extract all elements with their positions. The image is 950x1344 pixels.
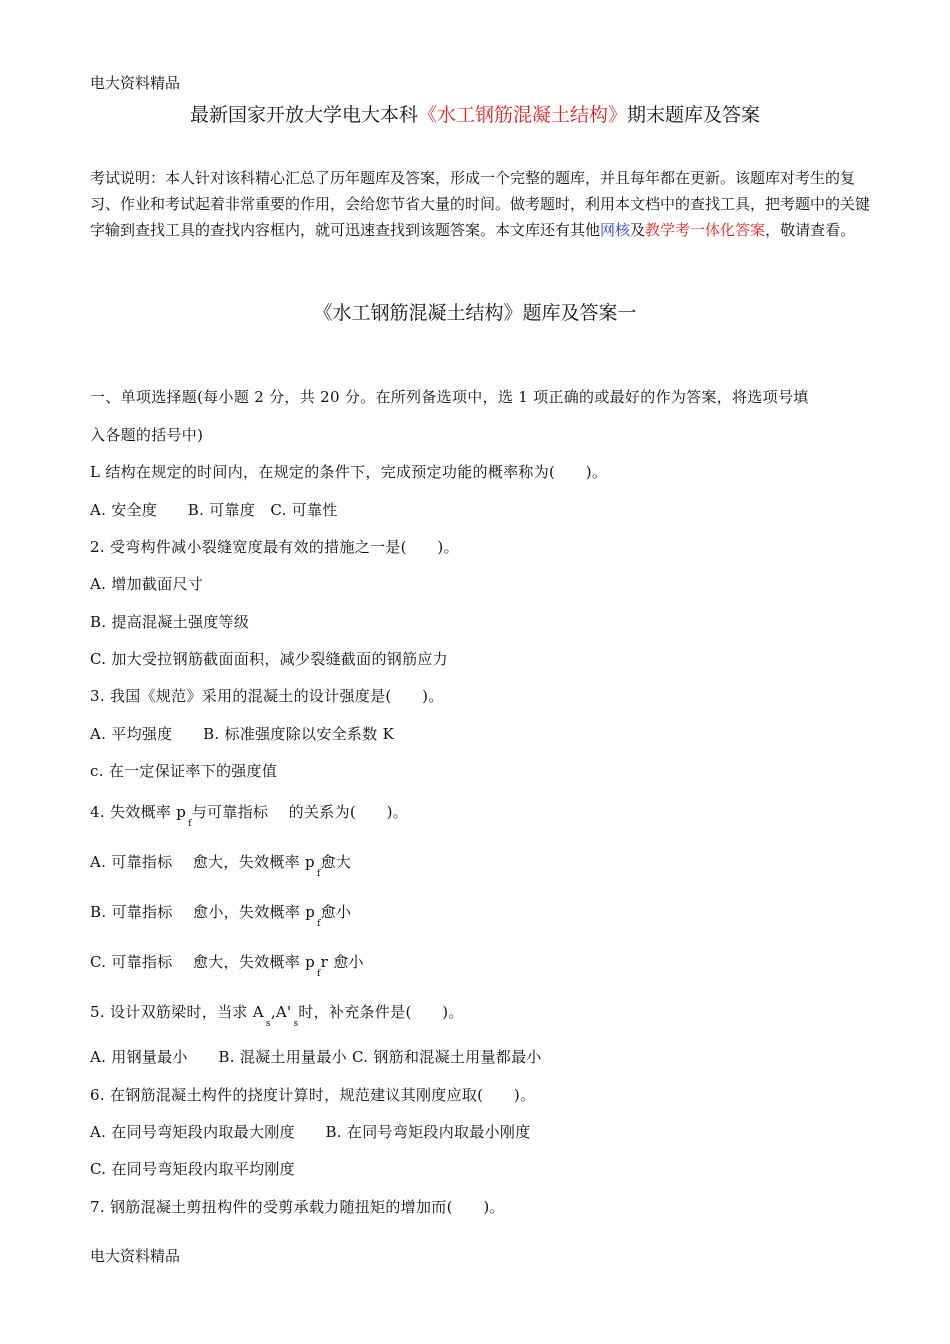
option-b-text: B. 可靠指标 愈小，失效概率 p	[90, 903, 316, 921]
question-5	[90, 1001, 464, 1029]
question-4-text-end: 与可靠指标 的关系为( )。	[191, 803, 409, 821]
document-title	[0, 100, 950, 127]
question-4	[90, 801, 409, 829]
question-5-mid: ,A'	[270, 1003, 292, 1021]
instructions-mid: 及	[630, 221, 646, 239]
question-7: 7. 钢筋混凝土剪扭构件的受剪承载力随扭矩的增加而( )。	[90, 1198, 505, 1216]
option-c-end: r 愈小	[320, 953, 364, 971]
question-3-options-ab: A. 平均强度 B. 标准强度除以安全系数 K	[90, 725, 395, 743]
link-wanghe[interactable]: 网核	[600, 221, 631, 239]
option-a-text: A. 可靠指标 愈大，失效概率 p	[90, 853, 315, 871]
question-2-option-c: C. 加大受拉钢筋截面面积，减少裂缝截面的钢筋应力	[90, 650, 448, 668]
question-2-option-b: B. 提高混凝土强度等级	[90, 613, 250, 631]
question-5-text: 5. 设计双筋梁时，当求 A	[90, 1003, 264, 1021]
page-footer: 电大资料精品	[90, 1247, 181, 1265]
section-heading-line1: 一、单项选择题(每小题 2 分，共 20 分。在所列备选项中，选 1 项正确的或最好的作为答案，将选项号填	[90, 388, 809, 406]
question-4-option-c	[90, 951, 364, 979]
page-header: 电大资料精品	[90, 74, 181, 92]
title-prefix: 最新国家开放大学电大本科	[189, 104, 418, 126]
question-4-text: 4. 失效概率 p	[90, 803, 187, 821]
instructions-text: 考试说明：本人针对该科精心汇总了历年题库及答案，形成一个完整的题库，并且每年都在更新。该题库对考生的复习、作业和考试起着非常重要的作用，会给您节省大量的时间。做考题时，利用本文档中的查找工具，把考题中的关键字输到查找工具的查找内容框内，就可迅速查找到该题答案。本文库还有其他	[90, 169, 871, 239]
question-6: 6. 在钢筋混凝土构件的挠度计算时，规范建议其刚度应取( )。	[90, 1086, 536, 1104]
subscript-f: f	[317, 919, 321, 929]
subscript-s: s	[293, 1019, 299, 1029]
question-2-option-a: A. 增加截面尺寸	[90, 575, 204, 593]
subscript-f: f	[188, 819, 192, 829]
exam-instructions	[90, 165, 870, 243]
section-title: 《水工钢筋混凝土结构》题库及答案一	[313, 302, 637, 324]
question-6-option-c: C. 在同号弯矩段内取平均刚度	[90, 1160, 295, 1178]
question-4-option-a	[90, 851, 352, 879]
option-a-end: 愈大	[320, 853, 352, 871]
option-c-text: C. 可靠指标 愈大，失效概率 p	[90, 953, 316, 971]
title-suffix: 期末题库及答案	[627, 104, 761, 126]
question-2: 2. 受弯构件减小裂缝宽度最有效的措施之一是( )。	[90, 538, 459, 556]
option-b-end: 愈小	[320, 903, 352, 921]
question-5-end: 时，补充条件是( )。	[298, 1003, 464, 1021]
instructions-end: ，敬请查看。	[765, 221, 856, 239]
subscript-f: f	[317, 969, 321, 979]
question-3: 3. 我国《规范》采用的混凝土的设计强度是( )。	[90, 687, 444, 705]
question-6-options-ab: A. 在同号弯矩段内取最大刚度 B. 在同号弯矩段内取最小刚度	[90, 1123, 531, 1141]
section-heading-line2: 入各题的括号中)	[90, 426, 204, 444]
title-course-name: 《水工钢筋混凝土结构》	[417, 104, 627, 126]
question-4-option-b	[90, 901, 352, 929]
question-1-options: A. 安全度 B. 可靠度 C. 可靠性	[90, 501, 338, 519]
subscript-s: s	[265, 1019, 271, 1029]
subscript-f: f	[316, 869, 321, 879]
question-5-options: A. 用钢量最小 B. 混凝土用量最小 C. 钢筋和混凝土用量都最小	[90, 1048, 542, 1066]
link-teaching-answers[interactable]: 教学考一体化答案	[645, 221, 766, 239]
question-3-option-c: c. 在一定保证率下的强度值	[90, 762, 278, 780]
question-1: L 结构在规定的时间内，在规定的条件下，完成预定功能的概率称为( )。	[90, 463, 608, 481]
